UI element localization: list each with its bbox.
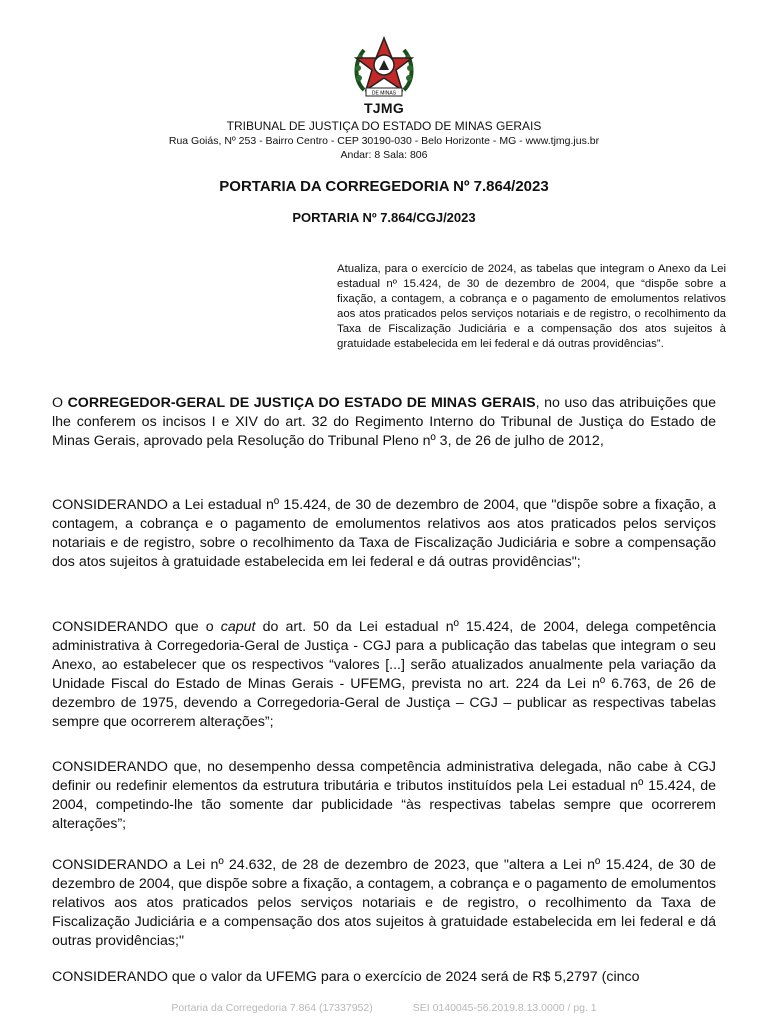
authority-name: CORREGEDOR-GERAL DE JUSTIÇA DO ESTADO DE MINAS GERAIS <box>67 395 536 411</box>
court-floor: Andar: 8 Sala: 806 <box>340 149 428 161</box>
document-title: PORTARIA DA CORREGEDORIA Nº 7.864/2023 <box>219 178 549 195</box>
opening-paragraph <box>52 394 716 451</box>
opening-prefix: O <box>52 395 68 411</box>
caput-term: caput <box>220 619 256 635</box>
considerando-paragraph-3: CONSIDERANDO que, no desempenho dessa competência administrativa delegada, não cabe à CGJ definir ou redefinir elementos da estrutura tributária e tributos instituídos pela Lei estadual nº 15.424, de 2004, competindo-lhe tão somente dar publicidade “às respectivas tabelas sempre que ocorrerem alterações”; <box>52 759 716 833</box>
considerando-paragraph-1: CONSIDERANDO a Lei estadual nº 15.424, de 30 de dezembro de 2004, que "dispõe sobre a fixação, a contagem, a cobrança e o pagamento de emolumentos relativos aos atos praticados pelos serviços notariais e de registro, sobre o recolhimento da Taxa de Fiscalização Judiciária e sobre a compensação dos atos sujeitos à gratuidade estabelecida em lei federal e dá outras providências"; <box>52 497 716 571</box>
considerando-paragraph-5: CONSIDERANDO que o valor da UFEMG para o exercício de 2024 será de R$ 5,2797 (cinco <box>52 969 640 985</box>
emblem-ribbon-text: DE MINAS <box>371 90 397 97</box>
org-acronym: TJMG <box>363 100 405 116</box>
page-footer <box>0 1002 768 1014</box>
considerando-paragraph-4: CONSIDERANDO a Lei nº 24.632, de 28 de dezembro de 2023, que "altera a Lei nº 15.424, de 30 de dezembro de 2004, que dispõe sobre a fixação, a contagem, a cobrança e o pagamento de emolumentos relativos aos atos praticados pelos serviços notariais e de registro, o recolhimento da Taxa de Fiscalização Judiciária e a compensação dos atos sujeitos à gratuidade estabelecida em lei federal e dá outras providências;" <box>52 857 716 950</box>
opening-rest: , no uso das atribuições que lhe conferem os incisos I e XIV do art. 32 do Regimento Interno do Tribunal de Justiça do Estado de Minas Gerais, aprovado pela Resolução do Tribunal Pleno nº 3, de 26 de julho de 2012, <box>52 395 716 450</box>
ementa-summary: Atualiza, para o exercício de 2024, as tabelas que integram o Anexo da Lei estadual nº 15.424, de 30 de dezembro de 2004, que “dispõe sobre a fixação, a contagem, a cobrança e o pagamento de emolumentos relativos aos atos praticados pelos serviços notariais e de registro, o recolhimento da Taxa de Fiscalização Judiciária e a compensação dos atos sujeitos à gratuidade estabelecida em lei federal e dá outras providências”. <box>337 263 726 350</box>
court-address: Rua Goiás, Nº 253 - Bairro Centro - CEP 30190-030 - Belo Horizonte - MG - www.tjmg.jus.br <box>168 135 600 147</box>
considerando-2-prefix: CONSIDERANDO que o <box>52 619 221 635</box>
considerando-2-rest: do art. 50 da Lei estadual nº 15.424, de 2004, delega competência administrativa à Corregedoria-Geral de Justiça - CGJ para a publicação das tabelas que integram o seu Anexo, ao estabelecer que os respectivos “valores [...] serão atualizados anualmente pela variação da Unidade Fiscal do Estado de Minas Gerais - UFEMG, prevista no art. 224 da Lei nº 6.763, de 26 de dezembro de 1975, devendo a Corregedoria-Geral de Justiça – CGJ – publicar as respectivas tabelas sempre que ocorrerem alterações”; <box>52 619 717 731</box>
tjmg-coat-of-arms-icon <box>348 34 420 100</box>
considerando-paragraph-2 <box>52 618 716 733</box>
footer-document-reference: Portaria da Corregedoria 7.864 (17337952) <box>171 1002 373 1014</box>
court-name: TRIBUNAL DE JUSTIÇA DO ESTADO DE MINAS GERAIS <box>226 119 542 133</box>
document-subtitle: PORTARIA Nº 7.864/CGJ/2023 <box>292 210 476 225</box>
footer-sei-reference: SEI 0140045-56.2019.8.13.0000 / pg. 1 <box>412 1002 597 1014</box>
